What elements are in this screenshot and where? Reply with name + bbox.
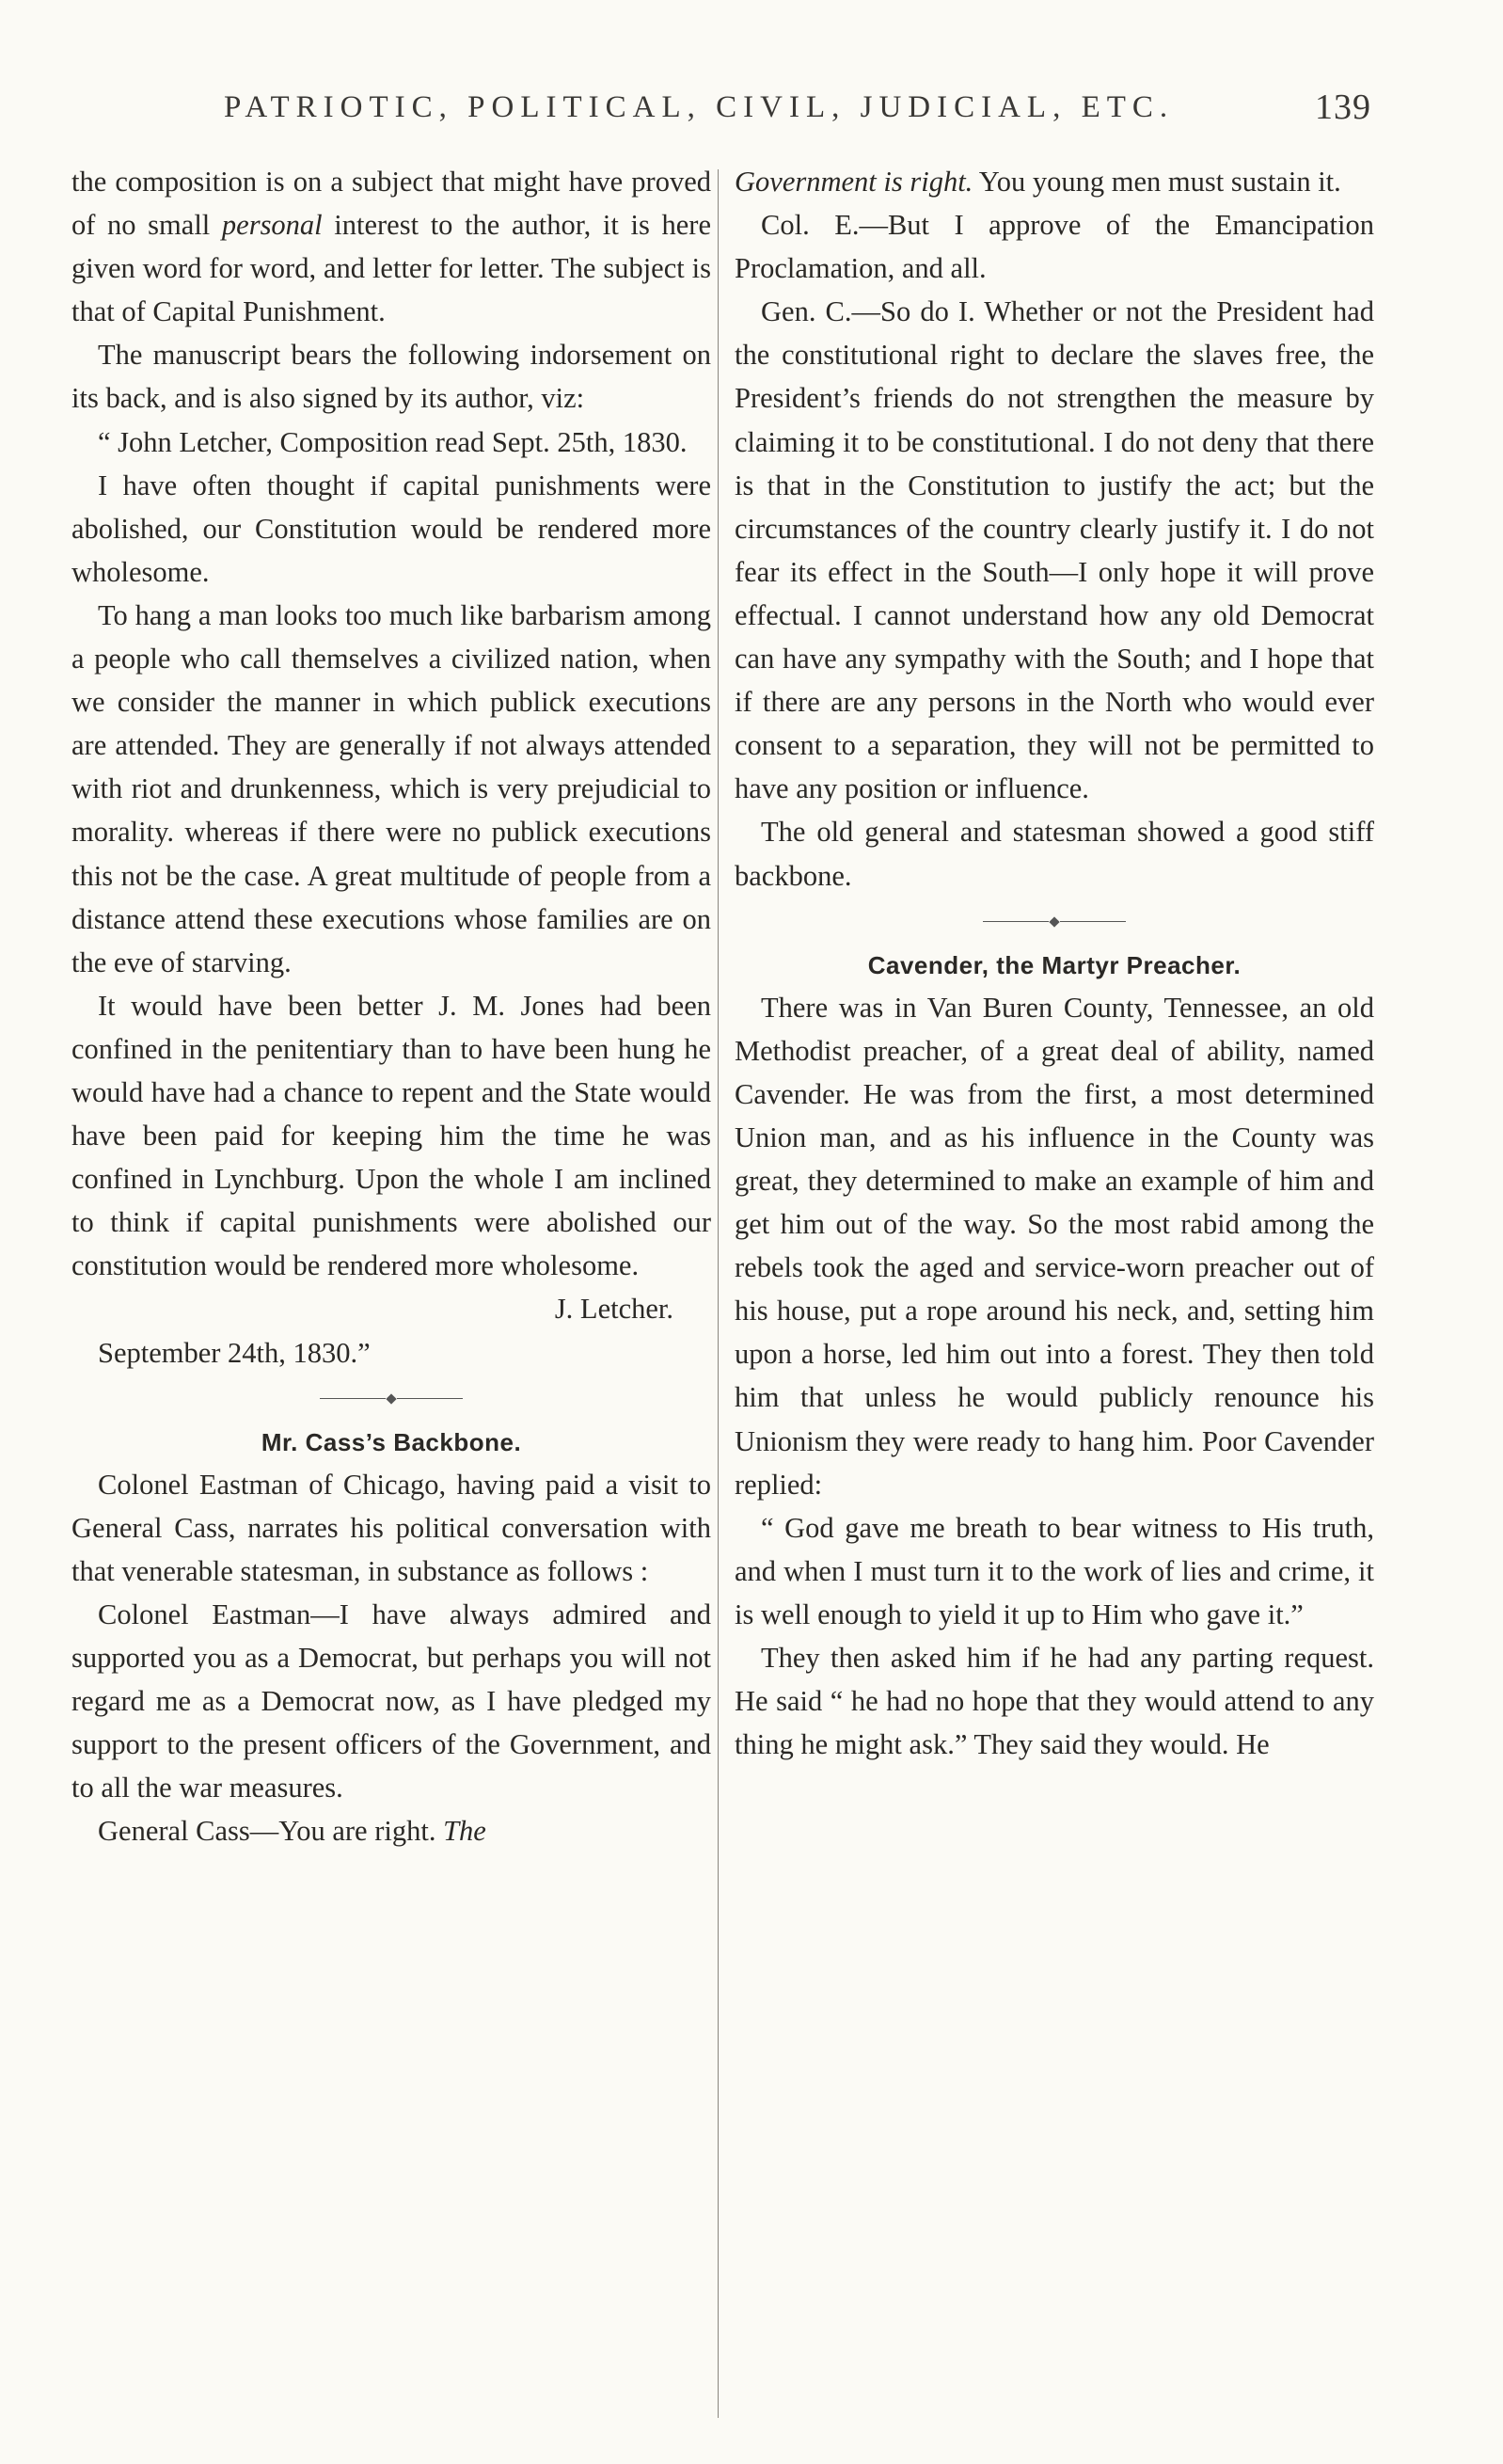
paragraph: Colonel Eastman of Chicago, having paid a visit to General Cass, narrates his political conversation with that venerable statesman, in substance as follows : <box>71 1468 711 1587</box>
italic-text: personal <box>221 209 323 242</box>
text-run: It would have been better J. M. Jones had been confined in the penitentiary than to have been hung he would have had a chance to repent and the State would have been paid for keeping him the time he was confined in Lynchburg. Upon the whole I am inclined to think if capital punishments were abolished our constitution would be rendered more wholesome. <box>71 989 711 1282</box>
paragraph: The old general and statesman showed a good stiff backbone. <box>735 816 1374 892</box>
paragraph <box>71 160 711 333</box>
italic-text: Government is right. <box>735 166 973 198</box>
paragraph: “ John Letcher, Composition read Sept. 25th, 1830. <box>98 425 688 458</box>
paragraph <box>735 160 1374 203</box>
right-column <box>735 160 1374 1766</box>
signature: J. Letcher. <box>554 1293 673 1326</box>
paragraph: They then asked him if he had any parting request. He said “ he had no hope that they would attend to any thing he might ask.” They said they would. He <box>735 1642 1374 1761</box>
italic-text: The <box>443 1815 486 1848</box>
section-heading: Cavender, the Martyr Preacher. <box>867 950 1242 979</box>
paragraph: To hang a man looks too much like barbarism among a people who call themselves a civilized nation, when we consider the manner in which publick executions are attended. They are generally if not always attended with riot and drunkenness, which is very prejudicial to morality. whereas if there were no publick executions this not be the case. A great multitude of people from a distance attend these executions whose families are on the eve of starving. <box>71 598 711 978</box>
paragraph: “ God gave me breath to bear witness to His truth, and when I must turn it to the work of lies and crime, it is well enough to yield it up to Him who gave it.” <box>735 1511 1374 1630</box>
paragraph: The manuscript bears the following indorsement on its back, and is also signed by its author, viz: <box>71 339 711 415</box>
text-run: the composition is on a subject that might have proved of no small <box>71 166 711 242</box>
paragraph: I have often thought if capital punishments were abolished, our Constitution would be rendered more wholesome. <box>71 469 711 588</box>
section-divider <box>71 1380 711 1418</box>
text-run: General Cass—You are right. <box>98 1815 444 1848</box>
left-column <box>71 160 711 1852</box>
paragraph: Colonel Eastman—I have always admired and supported you as a Democrat, but perhaps you will not regard me as a Democrat now, as I have pledged my support to the present officers of the Government, and to all the war measures. <box>71 1598 711 1804</box>
paragraph: September 24th, 1830.” <box>98 1336 371 1369</box>
section-divider <box>735 903 1374 941</box>
section-heading: Mr. Cass’s Backbone. <box>261 1427 522 1456</box>
text-run: You young men must sustain it. <box>973 166 1341 198</box>
paragraph <box>71 1809 711 1852</box>
column-divider <box>718 169 719 2418</box>
text-run: interest to the author, it is here given word for word, and letter for letter. The subject is that of Capital Punishment. <box>71 209 711 328</box>
running-title: PATRIOTIC, POLITICAL, CIVIL, JUDICIAL, ETC. <box>224 90 1175 124</box>
paragraph: Gen. C.—So do I. Whether or not the President had the constitutional right to declare the slaves free, the President’s friends do not strengthen the measure by claiming it to be constitutional. I do not deny that there is that in the Constitution to justify the act; but the circumstances of the country clearly justify it. I do not fear its effect in the South—I only hope it will prove effectual. I cannot understand how any old Democrat can have any sympathy with the South; and I hope that if there are any persons in the North who would ever consent to a separation, they will not be permitted to have any position or influence. <box>735 295 1374 805</box>
page-number: 139 <box>1315 87 1371 127</box>
paragraph: Col. E.—But I approve of the Emancipation Proclamation, and all. <box>735 209 1374 285</box>
paragraph <box>71 984 711 1326</box>
paragraph: There was in Van Buren County, Tennessee, an old Methodist preacher, of a great deal of ability, named Cavender. He was from the first, a most determined Union man, and as his influence in the County was great, they determined to make an example of him and get him out of the way. So the most rabid among the rebels took the aged and service-worn preacher out of his house, put a rope around his neck, and, setting him upon a horse, led him out into a forest. They then told him that unless he would publicly renounce his Unionism they were ready to hang him. Poor Cavender replied: <box>735 991 1374 1501</box>
